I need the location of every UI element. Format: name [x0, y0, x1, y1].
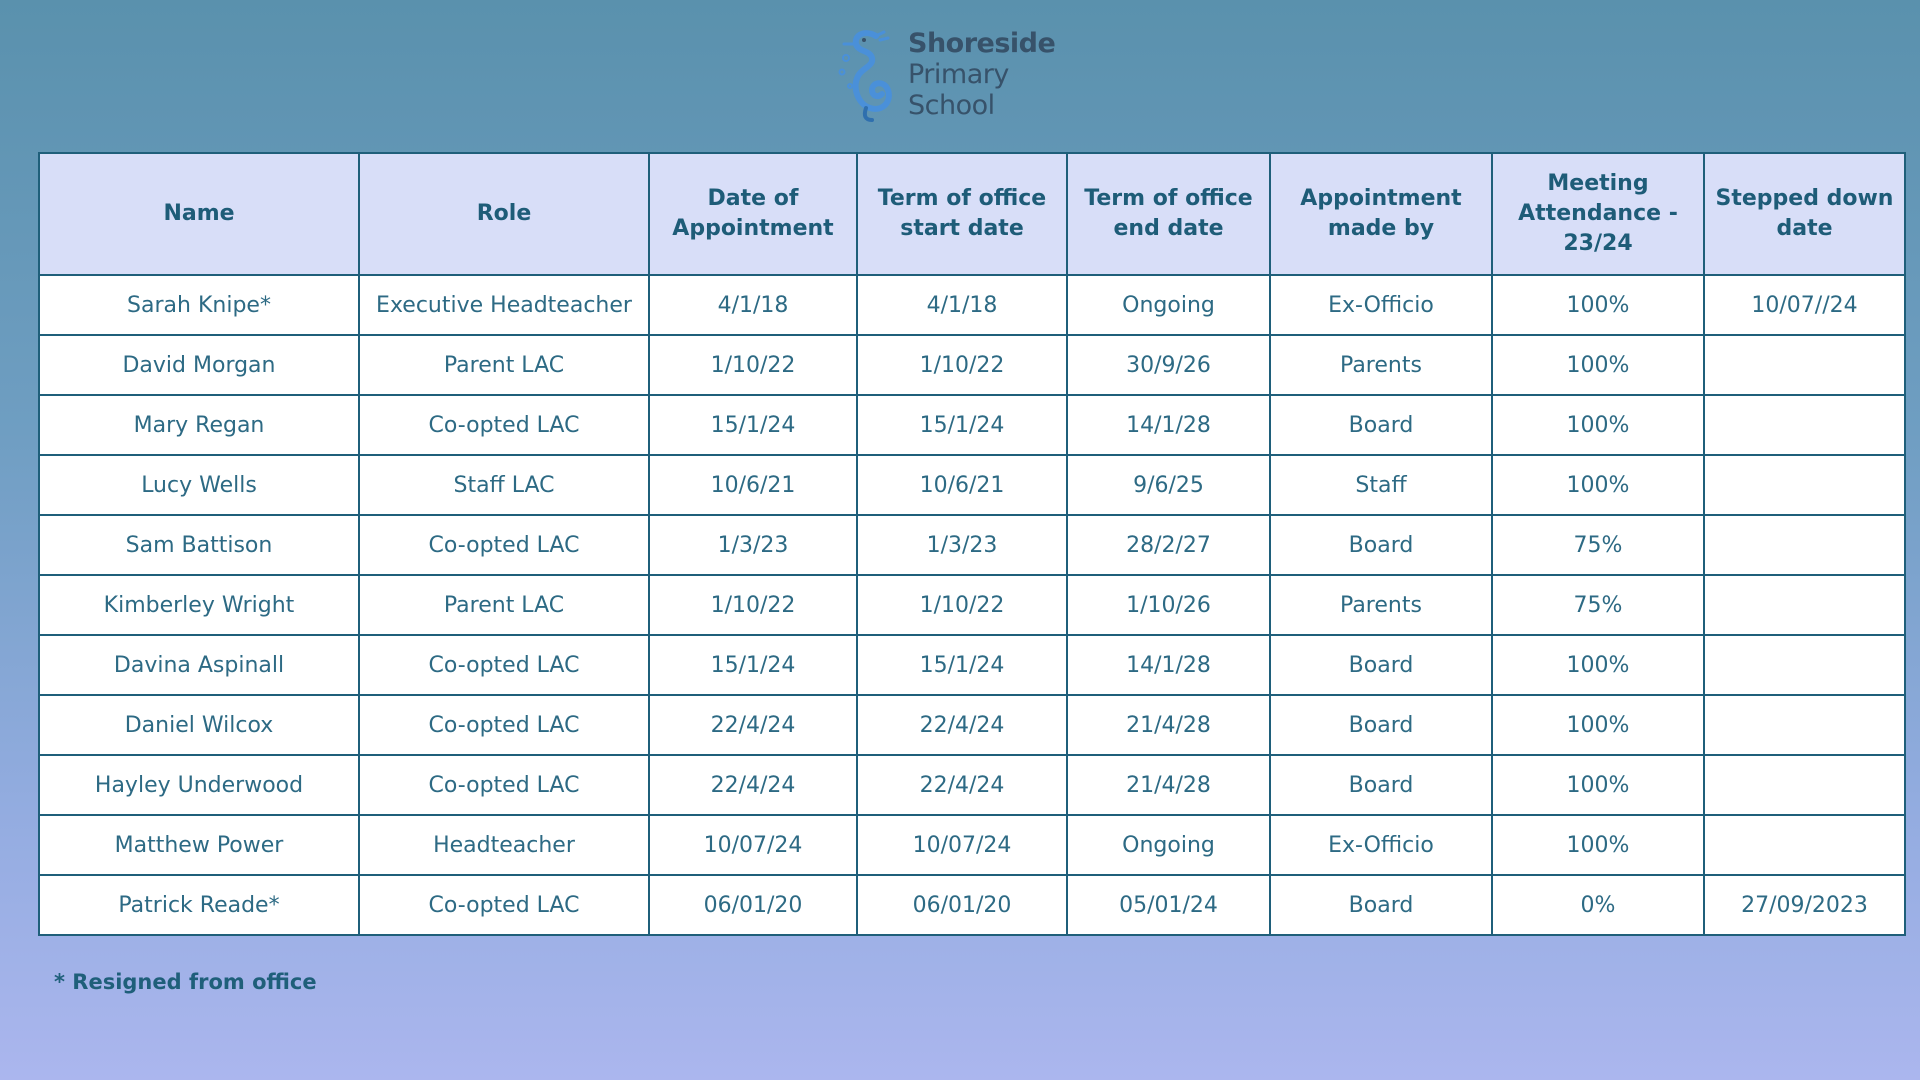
table-cell: 100% — [1492, 815, 1704, 875]
table-cell: 06/01/20 — [857, 875, 1067, 935]
table-cell: Parents — [1270, 575, 1492, 635]
table-cell: Board — [1270, 395, 1492, 455]
table-cell: 4/1/18 — [857, 275, 1067, 335]
governors-table — [38, 152, 1906, 936]
table-cell: 1/10/22 — [649, 575, 857, 635]
table-cell: 15/1/24 — [857, 635, 1067, 695]
table-cell: 0% — [1492, 875, 1704, 935]
table-cell: 9/6/25 — [1067, 455, 1270, 515]
table-cell: 27/09/2023 — [1704, 875, 1905, 935]
table-cell: Patrick Reade* — [39, 875, 359, 935]
column-header: Stepped down date — [1704, 153, 1905, 275]
table-cell: 10/07//24 — [1704, 275, 1905, 335]
table-cell: Sarah Knipe* — [39, 275, 359, 335]
table-cell: 22/4/24 — [649, 755, 857, 815]
table-cell: Co-opted LAC — [359, 515, 649, 575]
table-cell: 14/1/28 — [1067, 395, 1270, 455]
table-cell: David Morgan — [39, 335, 359, 395]
table-row — [39, 875, 1905, 935]
table-cell — [1704, 635, 1905, 695]
table-cell — [1704, 695, 1905, 755]
table-header-row — [39, 153, 1905, 275]
table-cell: Matthew Power — [39, 815, 359, 875]
table-cell: Sam Battison — [39, 515, 359, 575]
table-cell: Parent LAC — [359, 335, 649, 395]
table-row — [39, 395, 1905, 455]
table-cell: 21/4/28 — [1067, 755, 1270, 815]
table-row — [39, 755, 1905, 815]
seahorse-icon — [836, 28, 898, 124]
table-cell: 100% — [1492, 695, 1704, 755]
table-cell — [1704, 815, 1905, 875]
table-cell: Daniel Wilcox — [39, 695, 359, 755]
table-cell: 22/4/24 — [857, 695, 1067, 755]
table-cell: Co-opted LAC — [359, 695, 649, 755]
table-cell — [1704, 395, 1905, 455]
table-cell: Co-opted LAC — [359, 875, 649, 935]
table-cell: 06/01/20 — [649, 875, 857, 935]
table-cell: Staff LAC — [359, 455, 649, 515]
table-cell: Staff — [1270, 455, 1492, 515]
table-cell: Board — [1270, 635, 1492, 695]
table-cell: Ongoing — [1067, 275, 1270, 335]
table-cell: 10/6/21 — [857, 455, 1067, 515]
table-cell: 1/3/23 — [649, 515, 857, 575]
footnote: * Resigned from office — [54, 970, 317, 994]
school-name-line3: School — [908, 90, 995, 121]
table-row — [39, 515, 1905, 575]
table-cell: 22/4/24 — [857, 755, 1067, 815]
table-cell — [1704, 515, 1905, 575]
table-cell: 15/1/24 — [649, 635, 857, 695]
column-header: Meeting Attendance - 23/24 — [1492, 153, 1704, 275]
table-cell: 15/1/24 — [649, 395, 857, 455]
column-header: Term of office end date — [1067, 153, 1270, 275]
school-name-line1: Shoreside — [908, 28, 1056, 59]
table-cell — [1704, 575, 1905, 635]
column-header: Name — [39, 153, 359, 275]
table-row — [39, 275, 1905, 335]
table-row — [39, 815, 1905, 875]
table-cell: Ex-Officio — [1270, 815, 1492, 875]
table-cell: 100% — [1492, 275, 1704, 335]
table-cell: Board — [1270, 695, 1492, 755]
table-cell: 1/10/26 — [1067, 575, 1270, 635]
table-cell: 1/10/22 — [857, 575, 1067, 635]
table-cell: Kimberley Wright — [39, 575, 359, 635]
school-name-line2: Primary — [908, 59, 1009, 90]
table-cell: Mary Regan — [39, 395, 359, 455]
table-cell: Executive Headteacher — [359, 275, 649, 335]
table-cell: Board — [1270, 515, 1492, 575]
table-cell: 14/1/28 — [1067, 635, 1270, 695]
table-cell: 1/10/22 — [857, 335, 1067, 395]
column-header: Role — [359, 153, 649, 275]
table-cell — [1704, 455, 1905, 515]
table-cell: 100% — [1492, 455, 1704, 515]
table-cell: Co-opted LAC — [359, 635, 649, 695]
table-cell: 100% — [1492, 335, 1704, 395]
table-cell: 1/3/23 — [857, 515, 1067, 575]
table-cell: Co-opted LAC — [359, 395, 649, 455]
table-cell: 28/2/27 — [1067, 515, 1270, 575]
table-cell: Ongoing — [1067, 815, 1270, 875]
column-header: Date of Appointment — [649, 153, 857, 275]
table-cell: Lucy Wells — [39, 455, 359, 515]
table-cell: 10/6/21 — [649, 455, 857, 515]
table-cell: Parent LAC — [359, 575, 649, 635]
table-cell: 75% — [1492, 575, 1704, 635]
table-cell: 10/07/24 — [857, 815, 1067, 875]
table-row — [39, 455, 1905, 515]
table-cell: Co-opted LAC — [359, 755, 649, 815]
table-row — [39, 635, 1905, 695]
table-cell — [1704, 335, 1905, 395]
table-row — [39, 575, 1905, 635]
table-cell: Parents — [1270, 335, 1492, 395]
table-cell: Hayley Underwood — [39, 755, 359, 815]
table-cell: 100% — [1492, 395, 1704, 455]
table-cell: 21/4/28 — [1067, 695, 1270, 755]
table-cell: 10/07/24 — [649, 815, 857, 875]
table-cell — [1704, 755, 1905, 815]
table-cell: 05/01/24 — [1067, 875, 1270, 935]
table-cell: 100% — [1492, 635, 1704, 695]
table-cell: 100% — [1492, 755, 1704, 815]
table-cell: 1/10/22 — [649, 335, 857, 395]
table-cell: 75% — [1492, 515, 1704, 575]
table-cell: Board — [1270, 755, 1492, 815]
table-cell: Davina Aspinall — [39, 635, 359, 695]
column-header: Term of office start date — [857, 153, 1067, 275]
table-cell: Board — [1270, 875, 1492, 935]
column-header: Appointment made by — [1270, 153, 1492, 275]
school-name — [908, 28, 1055, 121]
table-row — [39, 695, 1905, 755]
table-cell: 15/1/24 — [857, 395, 1067, 455]
table-cell: 30/9/26 — [1067, 335, 1270, 395]
table-cell: Ex-Officio — [1270, 275, 1492, 335]
table-row — [39, 335, 1905, 395]
table-cell: 22/4/24 — [649, 695, 857, 755]
table-cell: 4/1/18 — [649, 275, 857, 335]
school-logo — [836, 26, 1056, 126]
table-cell: Headteacher — [359, 815, 649, 875]
